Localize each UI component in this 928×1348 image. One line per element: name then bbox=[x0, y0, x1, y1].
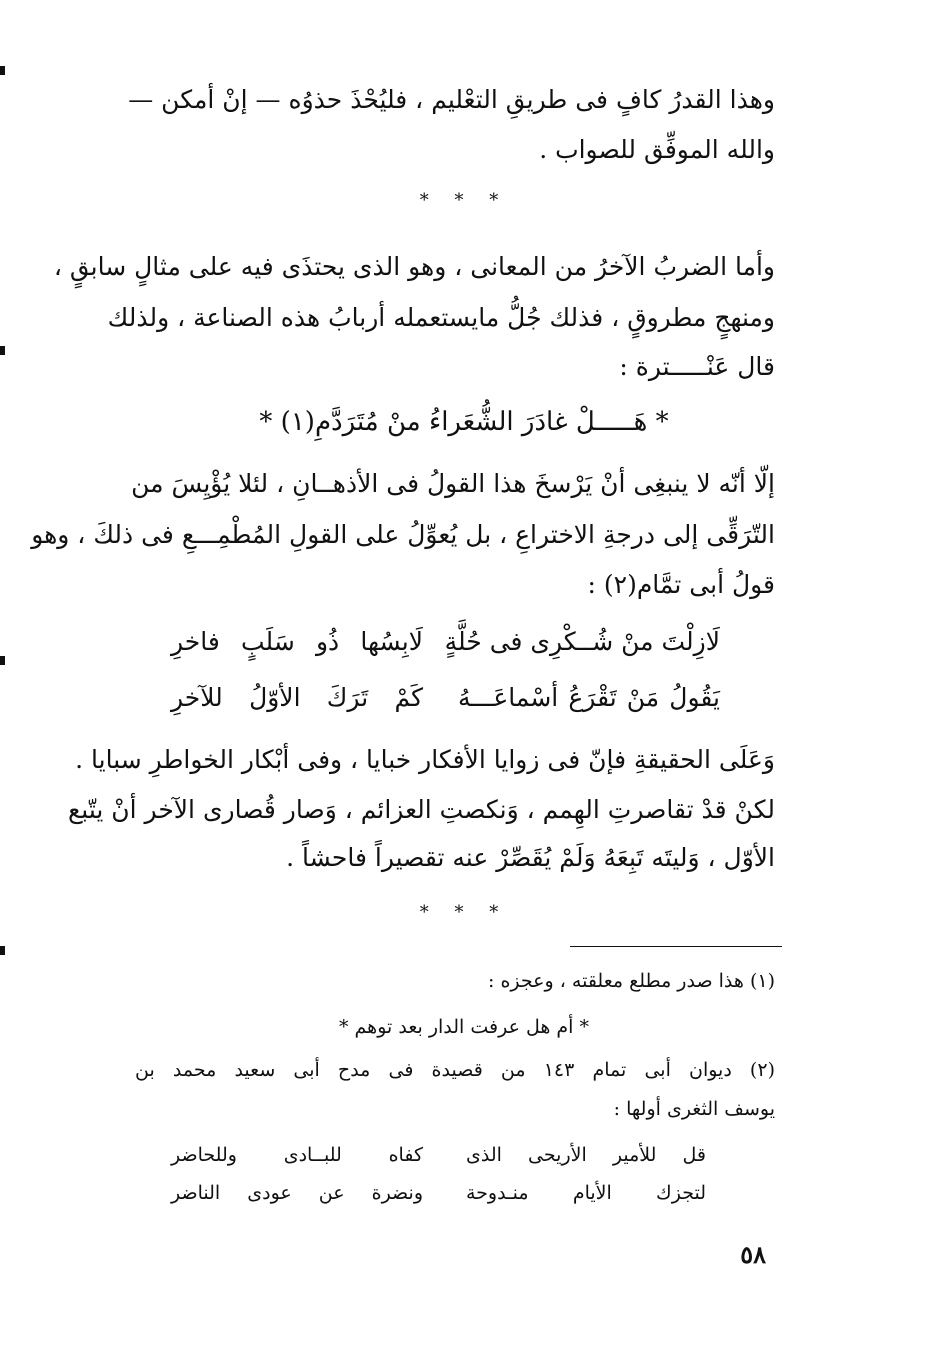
margin-mark bbox=[0, 346, 5, 355]
footnote-1: (١) هذا صدر مطلع معلقته ، وعجزه : bbox=[488, 970, 775, 992]
margin-mark bbox=[0, 946, 5, 955]
footnote-1-verse: * أم هل عرفت الدار بعد توهم * bbox=[339, 1016, 589, 1038]
paragraph-2-line-1: وأما الضربُ الآخرُ من المعانى ، وهو الذى يحتذَى فيه على مثالٍ سابقٍ ، bbox=[53, 252, 775, 281]
paragraph-4-line-3: الأوّل ، وَليتَه تَبِعَهُ وَلَمْ يُقَصِّرْ عنه تقصيراً فاحشاً . bbox=[286, 843, 775, 872]
footnote-2-line-1: (٢) ديوان أبى تمام ١٤٣ من قصيدة فى مدح أبى سعيد محمد بن bbox=[135, 1059, 775, 1081]
paragraph-1-line-2: والله الموفِّق للصواب . bbox=[539, 135, 775, 164]
footnote-poem-line-1-left: كفاه للبــادى وللحاضر bbox=[171, 1144, 423, 1166]
page-number: ٥٨ bbox=[740, 1240, 766, 1269]
quoted-verse: * هَـــــلْ غادَرَ الشُّعَراءُ منْ مُتَرَدَّمِ(١) * bbox=[259, 407, 669, 437]
section-separator: * * * bbox=[419, 902, 509, 923]
footnote-poem-line-2-left: ونضرة عن عودى الناضر bbox=[171, 1182, 423, 1204]
poem-line-1-right: لَازِلْتَ منْ شُــكْرِى فى حُلَّةٍ bbox=[444, 627, 720, 656]
footnote-poem-line-2-right: لتجزك الأيام منـدوحة bbox=[466, 1182, 706, 1204]
paragraph-4-line-2: لكنْ قدْ تقاصرتِ الهِمم ، وَنكصتِ العزائم ، وَصار قُصارى الآخر أنْ يتّبع bbox=[68, 795, 775, 824]
poem-line-2-right: يَقُولُ مَنْ تَقْرَعُ أسْماعَـــهُ bbox=[458, 683, 720, 712]
paragraph-2-line-2: ومنهجٍ مطروقٍ ، فذلك جُلُّ مايستعمله أربابُ هذه الصناعة ، ولذلك bbox=[107, 303, 775, 332]
footnote-divider bbox=[570, 946, 782, 947]
paragraph-3-line-3: قولُ أبى تمَّام(٢) : bbox=[587, 570, 775, 599]
footnote-2-line-2: يوسف الثغرى أولها : bbox=[613, 1098, 775, 1120]
margin-mark bbox=[0, 66, 5, 75]
paragraph-3-line-1: إلّا أنّه لا ينبغِى أنْ يَرْسخَ هذا القولُ فى الأذهــانِ ، لئلا يُؤْيِسَ من bbox=[131, 469, 775, 498]
footnote-poem-line-1-right: قل للأمير الأريحى الذى bbox=[466, 1144, 706, 1166]
margin-mark bbox=[0, 656, 5, 665]
poem-line-1-left: لَابِسُها ذُو سَلَبٍ فاخرِ bbox=[171, 627, 423, 656]
paragraph-1-line-1: وهذا القدرُ كافٍ فى طريقِ التعْليم ، فليُحْذَ حذوُه — إنْ أمكن — bbox=[128, 85, 775, 114]
paragraph-3-line-2: التّرَقِّى إلى درجةِ الاختراعِ ، بل يُعوِّلُ على القولِ المُطْمِـــعِ فى ذلكَ ، وهو bbox=[31, 520, 775, 549]
section-separator: * * * bbox=[419, 190, 509, 211]
paragraph-4-line-1: وَعَلَى الحقيقةِ فإنّ فى زوايا الأفكار خبايا ، وفى أبْكار الخواطرِ سبايا . bbox=[75, 745, 775, 774]
paragraph-2-line-3: قال عَنْـــــترة : bbox=[619, 352, 775, 381]
poem-line-2-left: كَمْ تَرَكَ الأوّلُ للآخرِ bbox=[171, 683, 423, 712]
